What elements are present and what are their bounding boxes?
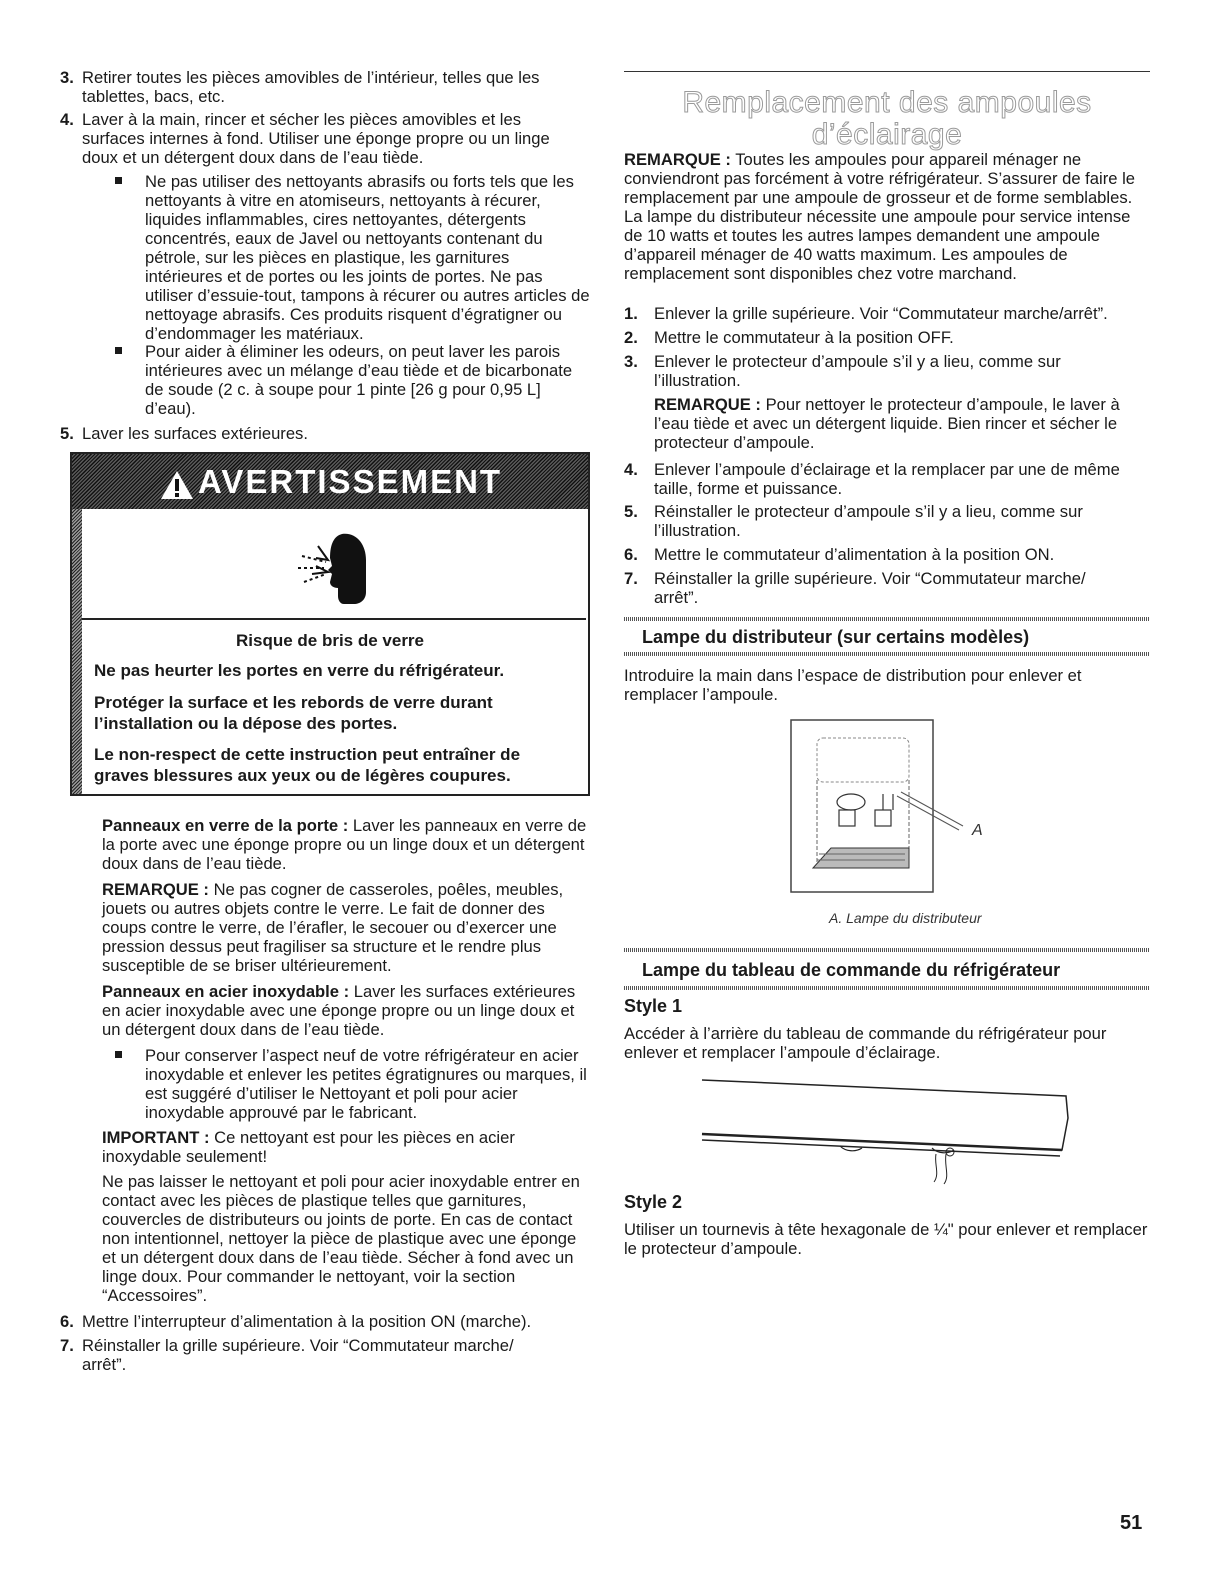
style2-heading: Style 2 xyxy=(624,1192,683,1212)
step-text: Enlever la grille supérieure. Voir “Commutateur marche/arrêt”. xyxy=(654,304,1108,323)
section-title-line1: Remplacement des ampoules xyxy=(682,86,1092,119)
note-paragraph xyxy=(624,150,1150,283)
step-text: Mettre le commutateur à la position OFF. xyxy=(654,328,954,347)
warning-title: AVERTISSEMENT xyxy=(198,463,503,500)
steel-panels-label: Panneaux en acier inoxydable : xyxy=(102,982,350,1001)
warning-divider xyxy=(82,618,586,620)
warning-line: Protéger la surface et les rebords de verre durant l’installation ou la dépose des portes. xyxy=(94,693,493,733)
step3-note xyxy=(654,395,1150,452)
glass-panels-paragraph xyxy=(102,816,592,873)
step-number: 5. xyxy=(624,502,638,521)
control-heading: Lampe du tableau de commande du réfrigérateur xyxy=(642,960,1061,980)
step-text: Enlever le protecteur d’ampoule s’il y a lieu, comme sur l’illustration. xyxy=(654,352,1061,390)
warning-side-stripe xyxy=(72,509,82,794)
step-number: 1. xyxy=(624,304,638,323)
note-label: REMARQUE : xyxy=(102,880,209,899)
item-text: Réinstaller la grille supérieure. Voir “Commutateur marche/ arrêt”. xyxy=(82,1336,514,1374)
warning-triangle-icon xyxy=(160,470,194,500)
item-number: 6. xyxy=(60,1312,74,1331)
section-rule xyxy=(624,986,1150,990)
item-text: Laver les surfaces extérieures. xyxy=(82,424,308,443)
steel-panels-paragraph xyxy=(102,982,592,1039)
glass-panels-text: Laver les panneaux en verre de la porte avec une éponge propre ou un linge doux et un détergent doux dans de l’eau tiède. xyxy=(102,816,587,873)
step-text: Mettre le commutateur d’alimentation à la position ON. xyxy=(654,545,1055,564)
item-number: 3. xyxy=(60,68,74,87)
section-rule xyxy=(624,652,1150,656)
bullet-text: Ne pas utiliser des nettoyants abrasifs ou forts tels que les nettoyants à vitre en atomiseurs, nettoyants à récurer, liquides inflammables, cires nettoyantes, détergents concentrés, eaux de Javel ou nettoyants contenant du pétrole, sur les pièces en plastique, les garnitures intérieures et de portes ou les joints de portes. Ne pas utiliser d’essuie-tout, tampons à récurer ou autres articles de nettoyage abrasifs. Ces produits risquent d’égratigner ou d’endommager les matériaux. xyxy=(145,172,590,343)
bullet-text: Pour aider à éliminer les odeurs, on peut laver les parois intérieures avec un mélange d’eau tiède et de bicarbonate de soude (2 c. à soupe pour 1 pinte [26 g pour 0,95 L] d’eau). xyxy=(145,342,573,418)
item-text: Retirer toutes les pièces amovibles de l’intérieur, telles que les tablettes, bacs, etc. xyxy=(82,68,540,106)
item-number: 4. xyxy=(60,110,74,129)
important-label: IMPORTANT : xyxy=(102,1128,210,1147)
section-rule xyxy=(624,948,1150,952)
step-number: 2. xyxy=(624,328,638,347)
item-text: Laver à la main, rincer et sécher les pièces amovibles et les surfaces internes à fond. Utiliser une éponge propre ou un linge doux et un détergent doux dans de l’eau tiède. xyxy=(82,110,550,167)
item-text: Mettre l’interrupteur d’alimentation à la position ON (marche). xyxy=(82,1312,532,1331)
control-panel-illustration xyxy=(700,1078,1080,1186)
step-number: 3. xyxy=(624,352,638,371)
step-number: 6. xyxy=(624,545,638,564)
glass-panels-label: Panneaux en verre de la porte : xyxy=(102,816,349,835)
bullet-text: Pour conserver l’aspect neuf de votre réfrigérateur en acier inoxydable et enlever les petites égratignures ou marques, il est suggéré d’utiliser le Nettoyant et poli pour acier inoxydable approuvé par le fabricant. xyxy=(145,1046,587,1122)
note-text: Pour nettoyer le protecteur d’ampoule, le laver à l’eau tiède et avec un détergent liquide. Bien rincer et sécher le protecteur d’ampoule. xyxy=(654,395,1120,452)
bullet-square xyxy=(115,347,122,354)
note-label: REMARQUE : xyxy=(624,150,731,169)
step-text: Réinstaller la grille supérieure. Voir “Commutateur marche/ arrêt”. xyxy=(654,569,1086,607)
plastic-paragraph: Ne pas laisser le nettoyant et poli pour acier inoxydable entrer en contact avec les pièces de plastique telles que garnitures, couvercles de distributeurs ou joints de porte. En cas de contact non intentionnel, nettoyer la pièce de plastique avec une éponge et un détergent doux dans de l’eau tiède. Sécher à fond avec un linge doux. Pour commander le nettoyant, voir la section “Accessoires”. xyxy=(102,1172,580,1305)
important-text: Ce nettoyant est pour les pièces en acier inoxydable seulement! xyxy=(102,1128,515,1166)
important-paragraph xyxy=(102,1128,592,1166)
top-rule xyxy=(624,71,1150,72)
dispenser-paragraph: Introduire la main dans l’espace de distribution pour enlever et remplacer l’ampoule. xyxy=(624,666,1082,704)
style1-heading: Style 1 xyxy=(624,996,683,1016)
item-number: 7. xyxy=(60,1336,74,1355)
glass-note-paragraph xyxy=(102,880,592,975)
step-text: Enlever l’ampoule d’éclairage et la remplacer par une de même taille, forme et puissance. xyxy=(654,460,1120,498)
dispenser-callout: A xyxy=(972,822,983,839)
step-number: 4. xyxy=(624,460,638,479)
warning-header xyxy=(72,454,588,509)
step-number: 7. xyxy=(624,569,638,588)
warning-line: Ne pas heurter les portes en verre du réfrigérateur. xyxy=(94,661,505,680)
warning-line: Le non-respect de cette instruction peut entraîner de graves blessures aux yeux ou de légères coupures. xyxy=(94,745,521,785)
style2-paragraph: Utiliser un tournevis à tête hexagonale de ¼" pour enlever et remplacer le protecteur d’ampoule. xyxy=(624,1220,1148,1258)
page-number: 51 xyxy=(1120,1512,1143,1534)
note-label: REMARQUE : xyxy=(654,395,761,414)
dispenser-illustration xyxy=(789,718,989,896)
note-text: Ne pas cogner de casseroles, poêles, meubles, jouets ou autres objets contre le verre. Le fait de donner des coups contre le verre, de l’érafler, le secouer ou d’exercer une pression dessus peut fragiliser sa structure et le rendre plus susceptible de se briser ultérieurement. xyxy=(102,880,564,975)
item-number: 5. xyxy=(60,424,74,443)
warning-risk: Risque de bris de verre xyxy=(235,631,425,650)
style1-paragraph: Accéder à l’arrière du tableau de commande du réfrigérateur pour enlever et remplacer l’ampoule d’éclairage. xyxy=(624,1024,1107,1062)
section-rule xyxy=(624,617,1150,621)
eye-hazard-icon xyxy=(282,522,378,608)
note-text: Toutes les ampoules pour appareil ménager ne conviendront pas forcément à votre réfrigérateur. S’assurer de faire le remplacement par une ampoule de grosseur et de forme semblables. La lampe du distributeur nécessite une ampoule pour service intense de 10 watts et toutes les autres lampes demandent une ampoule d’appareil ménager de 40 watts maximum. Les ampoules de remplacement sont disponibles chez votre marchand. xyxy=(624,150,1135,283)
dispenser-caption: A. Lampe du distributeur xyxy=(829,910,982,926)
bullet-square xyxy=(115,177,122,184)
warning-box xyxy=(70,452,590,796)
bullet-square xyxy=(115,1051,122,1058)
steel-panels-text: Laver les surfaces extérieures en acier inoxydable avec une éponge propre ou un linge doux et un détergent doux dans de l’eau tiède. xyxy=(102,982,576,1039)
step-text: Réinstaller le protecteur d’ampoule s’il y a lieu, comme sur l’illustration. xyxy=(654,502,1083,540)
section-title-line2: d’éclairage xyxy=(811,118,963,151)
dispenser-heading: Lampe du distributeur (sur certains modèles) xyxy=(642,627,1030,647)
